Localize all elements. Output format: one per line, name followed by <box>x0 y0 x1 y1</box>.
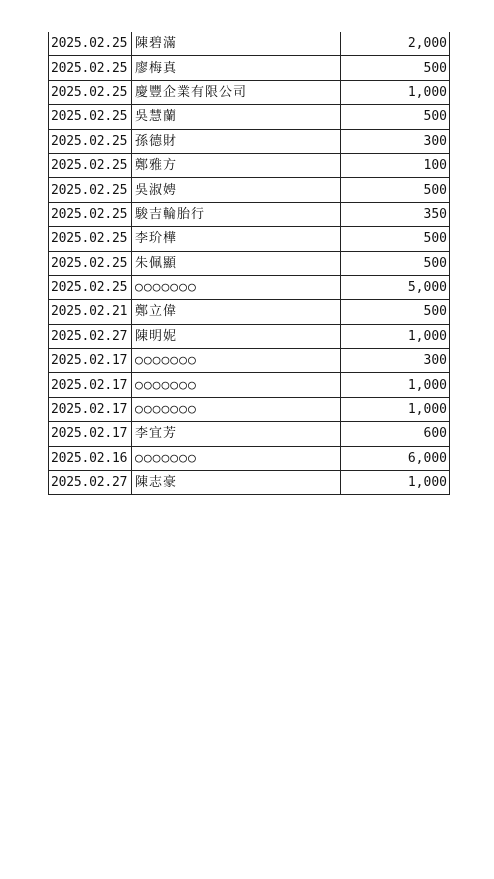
donor-name-cell: 李玠樺 <box>132 227 341 251</box>
date-cell: 2025.02.17 <box>49 397 132 421</box>
amount-cell: 600 <box>341 422 450 446</box>
amount-cell: 500 <box>341 227 450 251</box>
date-cell: 2025.02.25 <box>49 227 132 251</box>
amount-cell: 2,000 <box>341 32 450 56</box>
table-row <box>49 397 450 421</box>
table-row <box>49 32 450 56</box>
donor-name-cell: ○○○○○○○ <box>132 275 341 299</box>
table-row <box>49 56 450 80</box>
amount-cell: 500 <box>341 300 450 324</box>
table-row <box>49 349 450 373</box>
donor-name-cell: 鄭雅方 <box>132 153 341 177</box>
donor-name-cell: 陳志豪 <box>132 471 341 495</box>
amount-cell: 500 <box>341 178 450 202</box>
donor-name-cell: ○○○○○○○ <box>132 373 341 397</box>
date-cell: 2025.02.25 <box>49 251 132 275</box>
amount-cell: 1,000 <box>341 471 450 495</box>
donor-name-cell: ○○○○○○○ <box>132 446 341 470</box>
amount-cell: 100 <box>341 153 450 177</box>
amount-cell: 1,000 <box>341 80 450 104</box>
table-row <box>49 446 450 470</box>
date-cell: 2025.02.25 <box>49 32 132 56</box>
table-row <box>49 471 450 495</box>
donor-name-cell: 慶豐企業有限公司 <box>132 80 341 104</box>
amount-cell: 500 <box>341 251 450 275</box>
amount-cell: 500 <box>341 105 450 129</box>
donor-name-cell: 廖梅真 <box>132 56 341 80</box>
date-cell: 2025.02.17 <box>49 422 132 446</box>
donor-name-cell: ○○○○○○○ <box>132 349 341 373</box>
date-cell: 2025.02.17 <box>49 373 132 397</box>
donor-name-cell: 吳淑娉 <box>132 178 341 202</box>
amount-cell: 1,000 <box>341 324 450 348</box>
table-row <box>49 153 450 177</box>
date-cell: 2025.02.27 <box>49 471 132 495</box>
donor-name-cell: 駿吉輪胎行 <box>132 202 341 226</box>
table-row <box>49 251 450 275</box>
table-row <box>49 80 450 104</box>
donor-name-cell: 李宜芳 <box>132 422 341 446</box>
date-cell: 2025.02.17 <box>49 349 132 373</box>
date-cell: 2025.02.25 <box>49 80 132 104</box>
amount-cell: 500 <box>341 56 450 80</box>
date-cell: 2025.02.25 <box>49 56 132 80</box>
date-cell: 2025.02.25 <box>49 105 132 129</box>
table-row <box>49 202 450 226</box>
amount-cell: 1,000 <box>341 373 450 397</box>
date-cell: 2025.02.25 <box>49 202 132 226</box>
date-cell: 2025.02.27 <box>49 324 132 348</box>
date-cell: 2025.02.25 <box>49 275 132 299</box>
donor-name-cell: 陳碧滿 <box>132 32 341 56</box>
date-cell: 2025.02.16 <box>49 446 132 470</box>
donor-name-cell: 孫德財 <box>132 129 341 153</box>
amount-cell: 300 <box>341 129 450 153</box>
amount-cell: 5,000 <box>341 275 450 299</box>
table-row <box>49 105 450 129</box>
donor-name-cell: 朱佩顯 <box>132 251 341 275</box>
donor-name-cell: ○○○○○○○ <box>132 397 341 421</box>
table-row <box>49 324 450 348</box>
date-cell: 2025.02.21 <box>49 300 132 324</box>
amount-cell: 6,000 <box>341 446 450 470</box>
amount-cell: 1,000 <box>341 397 450 421</box>
date-cell: 2025.02.25 <box>49 153 132 177</box>
table-row <box>49 227 450 251</box>
ledger-body <box>49 32 450 495</box>
date-cell: 2025.02.25 <box>49 178 132 202</box>
table-row <box>49 300 450 324</box>
table-row <box>49 422 450 446</box>
table-row <box>49 275 450 299</box>
table-row <box>49 373 450 397</box>
date-cell: 2025.02.25 <box>49 129 132 153</box>
amount-cell: 300 <box>341 349 450 373</box>
donation-ledger-table <box>48 32 450 495</box>
table-row <box>49 178 450 202</box>
donor-name-cell: 鄭立偉 <box>132 300 341 324</box>
table-row <box>49 129 450 153</box>
amount-cell: 350 <box>341 202 450 226</box>
donor-name-cell: 吳慧蘭 <box>132 105 341 129</box>
donor-name-cell: 陳明妮 <box>132 324 341 348</box>
